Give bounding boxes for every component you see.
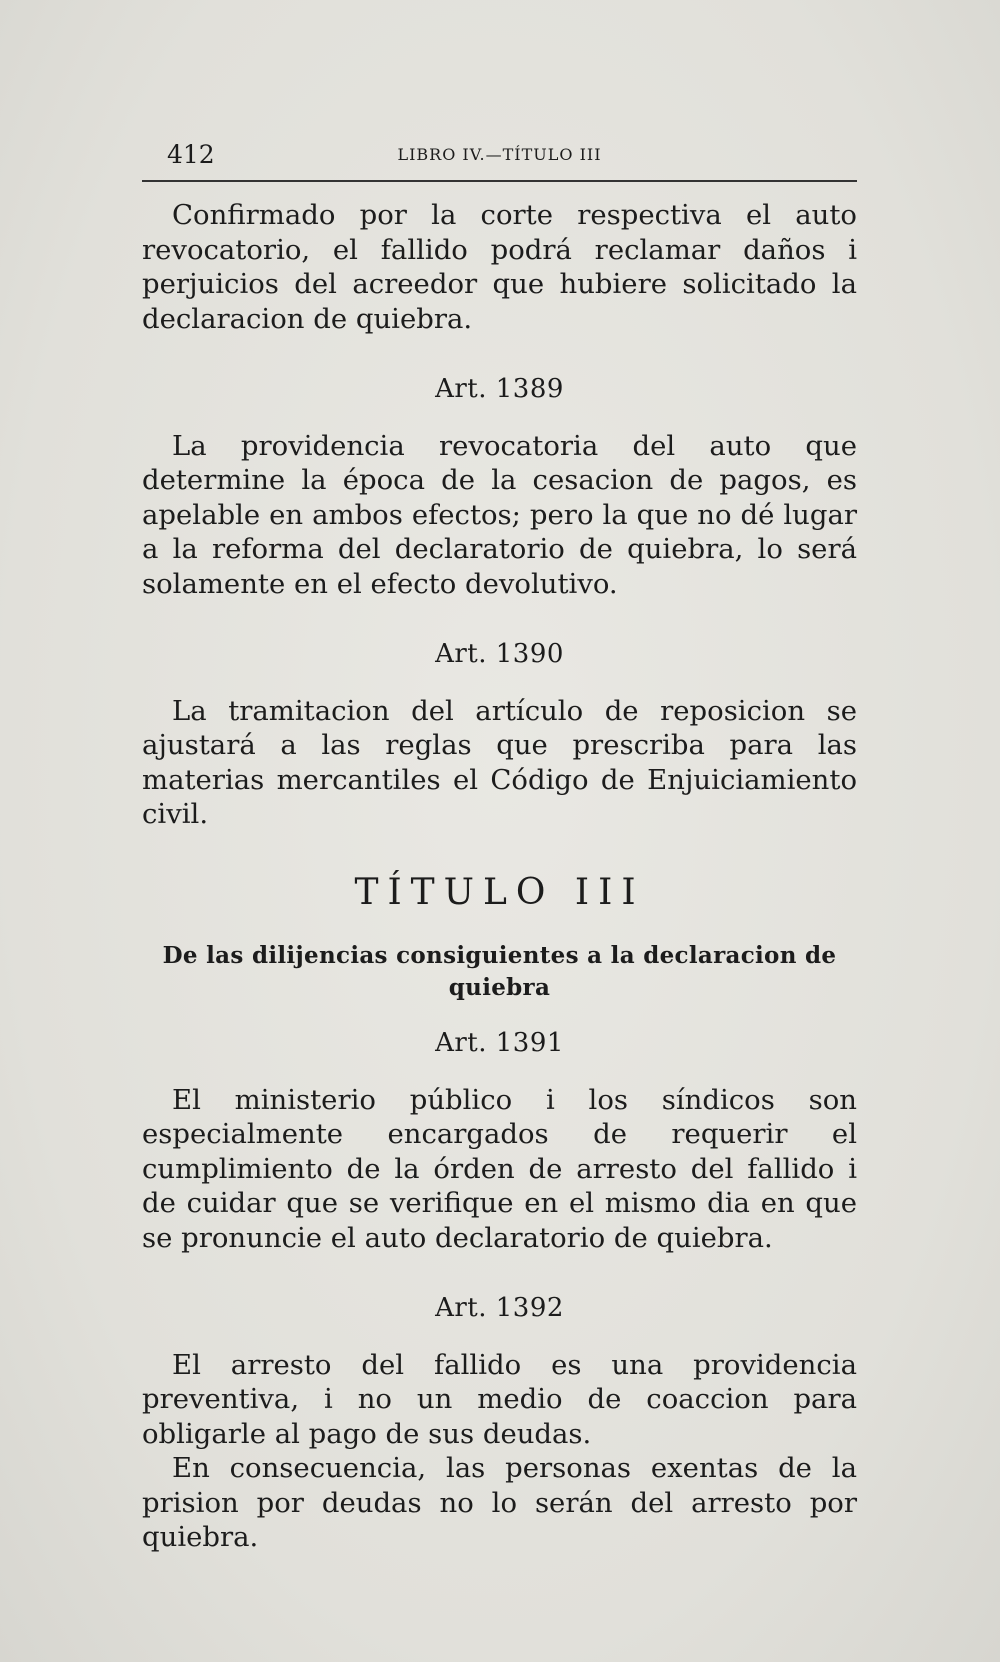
article-text-1390: La tramitacion del artículo de reposicion se ajustará a las reglas que prescriba para las materias mercantiles el Código de Enjuiciamiento civil. xyxy=(142,694,857,830)
header-rule xyxy=(142,180,857,182)
article-heading-1392: Art. 1392 xyxy=(435,1293,564,1323)
paragraph-intro: Confirmado por la corte respectiva el auto revocatorio, el fallido podrá reclamar daños i perjuicios del acreedor que hubiere solicitado la declaracion de quiebra. xyxy=(142,199,857,335)
article-text-1391: El ministerio público i los síndicos son especialmente encargados de requerir el cumplimiento de la órden de arresto del fallido i de cuidar que se verifique en el mismo dia en que se pronuncie el auto declaratorio de quiebra. xyxy=(142,1083,857,1254)
running-head xyxy=(142,140,857,170)
page-body xyxy=(142,198,857,1555)
article-heading-1390: Art. 1390 xyxy=(435,639,564,669)
article-text-1392-b: En consecuencia, las personas exentas de la prision por deudas no lo serán del arresto por quiebra. xyxy=(142,1452,857,1553)
title-heading: TÍTULO III xyxy=(354,871,645,913)
article-text-1389: La providencia revocatoria del auto que determine la época de la cesacion de pagos, es apelable en ambos efectos; pero la que no dé lugar a la reforma del declaratorio de quiebra, lo será solamente en el efecto devolutivo. xyxy=(142,429,857,600)
page-number: 412 xyxy=(167,140,215,169)
article-heading-1391: Art. 1391 xyxy=(435,1028,564,1058)
title-subheading: De las dilijencias consiguientes a la declaracion de quiebra xyxy=(162,942,837,1001)
article-text-1392-a: El arresto del fallido es una providencia preventiva, i no un medio de coaccion para obligarle al pago de sus deudas. xyxy=(142,1348,857,1450)
running-title: LIBRO IV.—TÍTULO III xyxy=(397,145,602,164)
article-heading-1389: Art. 1389 xyxy=(435,374,564,404)
